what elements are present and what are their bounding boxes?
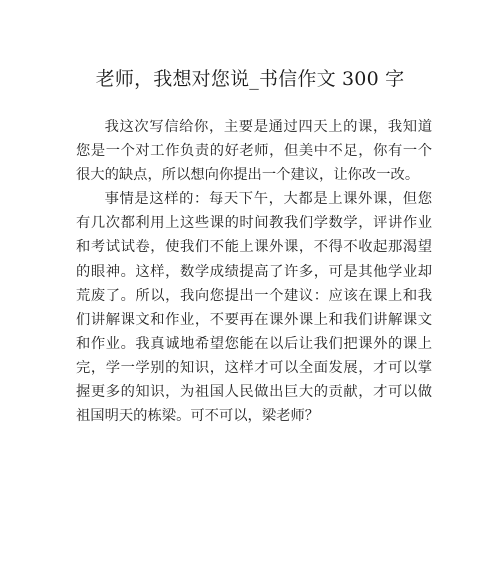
document-title: 老师，我想对您说_书信作文 300 字	[95, 68, 405, 90]
paragraph-1: 我这次写信给你，主要是通过四天上的课，我知道您是一个对工作负责的好老师，但美中不足，你有一个很大的缺点，所以想向你提出一个建议，让你改一改。	[76, 119, 432, 184]
paragraph-2: 事情是这样的：每天下午，大都是上课外课，但您有几次都利用上这些课的时间教我们学数学，评讲作业和考试试卷，使我们不能上课外课，不得不收起那渴望的眼神。这样，数学成绩提高了许多，可是其他学业却荒废了。所以，我向您提出一个建议：应该在课上和我们讲解课文和作业，不要再在课外课上和我们讲解课文和作业。我真诚地希望您能在以后让我们把课外的课上完，学一学别的知识，这样才可以全面发展，才可以掌握更多的知识，为祖国人民做出巨大的贡献，才可以做祖国明天的栋梁。可不可以，梁老师？	[76, 191, 432, 425]
letter-body	[76, 115, 432, 428]
